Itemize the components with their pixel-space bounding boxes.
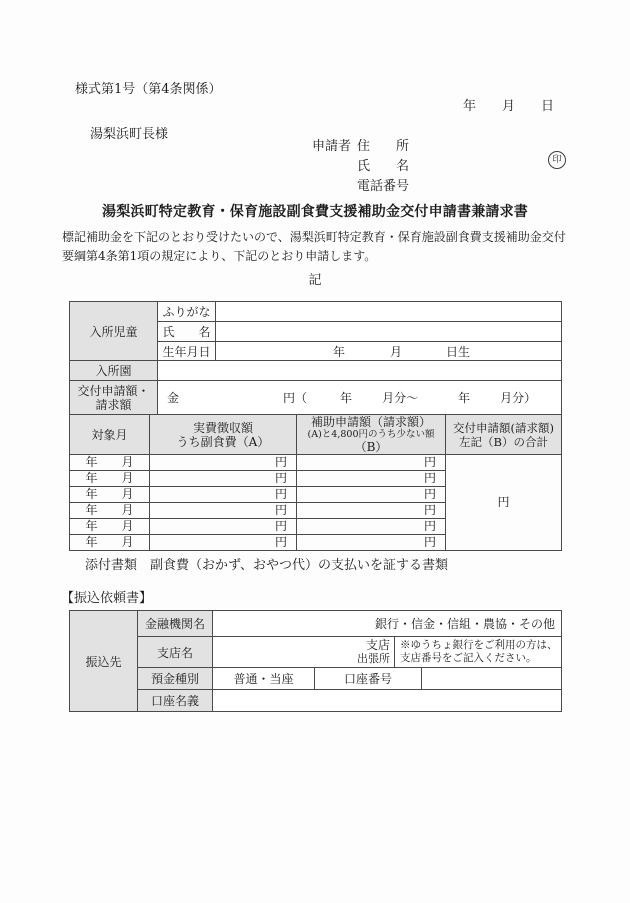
month-header-cell: 対象月 <box>70 415 150 455</box>
total-header-line2: 左記（B）の合計 <box>459 434 548 449</box>
furigana-label-cell: ふりがな <box>158 302 216 322</box>
amount-to-year: 年 <box>458 391 471 405</box>
actual-amount-cell <box>150 503 297 519</box>
subsidy-header-line1: 補助申請額（請求額） <box>311 415 432 429</box>
month-cell: 年 月 <box>70 471 150 487</box>
subsidy-amount-cell <box>297 471 446 487</box>
total-header-line1: 交付申請額(請求額) <box>453 420 555 435</box>
name-label: 氏 名 <box>357 159 410 174</box>
form-title: 湯梨浜町特定教育・保育施設副食費支援補助金交付申請書兼請求書 <box>102 204 528 220</box>
amount-from-year: 年 <box>340 391 353 405</box>
yen-label: 円 <box>275 519 288 533</box>
branch-input-cell <box>213 637 395 668</box>
addressee: 湯梨浜町長様 <box>90 127 169 142</box>
child-name-input-cell <box>216 322 562 342</box>
form-body-text: 標記補助金を下記のとおり受けたいので、湯梨浜町特定教育・保育施設副食費支援補助金交付要綱第4条第1項の規定により、下記のとおり申請します。 <box>62 230 566 263</box>
yen-label: 円 <box>275 455 288 469</box>
institution-input-cell <box>213 611 562 637</box>
child-label-cell: 入所児童 <box>70 302 158 361</box>
furigana-input-cell <box>216 302 562 322</box>
subsidy-amount-cell <box>297 519 446 535</box>
birth-input-cell <box>216 342 562 361</box>
ki-mark: 記 <box>308 273 322 288</box>
birth-year-label: 年 <box>333 344 346 359</box>
actual-amount-cell <box>150 471 297 487</box>
amount-kin-label: 金 <box>167 391 180 405</box>
deposit-type-cell: 普通・当座 <box>213 668 315 690</box>
attachment-note: 添付書類 副食費（おかず、おやつ代）の支払いを証する書類 <box>85 558 448 573</box>
yen-label: 円 <box>275 503 288 517</box>
destination-label-cell: 振込先 <box>70 611 138 712</box>
month-cell: 年 月 <box>70 455 150 471</box>
nursery-label-cell: 入所園 <box>70 361 158 381</box>
actual-amount-cell <box>150 519 297 535</box>
subsidy-amount-cell <box>297 487 446 503</box>
phone-label: 電話番号 <box>357 179 410 194</box>
actual-header-line1: 実費徴収額 <box>193 420 254 435</box>
date-line: 年 月 日 <box>463 99 555 114</box>
institution-types: 銀行・信金・信組・農協・その他 <box>375 617 556 631</box>
application-table <box>69 301 562 551</box>
subsidy-header-line3: （B） <box>354 440 388 454</box>
actual-amount-cell <box>150 487 297 503</box>
subsidy-header-cell <box>297 415 446 455</box>
branch-note-line2: 支店番号をご記入ください。 <box>400 652 537 664</box>
amount-label-cell <box>70 381 158 415</box>
amount-from-month: 月分～ <box>382 391 419 405</box>
applicant-label: 申請者 <box>312 139 352 154</box>
address-label: 住 所 <box>357 139 410 154</box>
yen-label: 円 <box>424 455 437 469</box>
yen-label: 円 <box>275 471 288 485</box>
transfer-table <box>69 610 562 712</box>
branch-note-line1: ※ゆうちょ銀行をご利用の方は、 <box>400 639 558 651</box>
institution-label-cell: 金融機関名 <box>138 611 213 637</box>
nursery-input-cell <box>158 361 562 381</box>
child-name-label-cell: 氏 名 <box>158 322 216 342</box>
month-cell: 年 月 <box>70 519 150 535</box>
actual-header-line2: うち副食費（A） <box>176 434 270 449</box>
subsidy-amount-cell <box>297 503 446 519</box>
subsidy-header-line2: (A)と4,800円のうち少ない額 <box>307 429 435 440</box>
yen-label: 円 <box>275 487 288 501</box>
month-cell: 年 月 <box>70 487 150 503</box>
birth-day-label: 日生 <box>446 344 471 359</box>
amount-yen-paren: 円（ <box>283 391 308 405</box>
account-name-input-cell <box>213 690 562 712</box>
seal-stamp-icon: 印 <box>548 151 566 169</box>
actual-amount-cell <box>150 535 297 551</box>
amount-label-line1: 交付申請額・ <box>77 383 150 398</box>
total-amount-cell: 円 <box>446 455 562 551</box>
account-name-label-cell: 口座名義 <box>138 690 213 712</box>
yen-label: 円 <box>424 503 437 517</box>
transfer-heading: 【振込依頼書】 <box>61 591 153 606</box>
account-number-input-cell <box>422 668 562 690</box>
month-cell: 年 月 <box>70 503 150 519</box>
yen-label: 円 <box>424 535 437 549</box>
account-number-label-cell: 口座番号 <box>315 668 422 690</box>
yen-label: 円 <box>275 535 288 549</box>
total-header-cell <box>446 415 562 455</box>
subsidy-amount-cell <box>297 535 446 551</box>
actual-header-cell <box>150 415 297 455</box>
birth-label-cell: 生年月日 <box>158 342 216 361</box>
monthly-row <box>70 455 562 471</box>
yen-label: 円 <box>424 519 437 533</box>
amount-to-month: 月分） <box>500 391 537 405</box>
yen-label: 円 <box>424 487 437 501</box>
branch-note-cell <box>395 637 562 668</box>
amount-label-line2: 請求額 <box>95 397 132 412</box>
branch-label-cell: 支店名 <box>138 637 213 668</box>
actual-amount-cell <box>150 455 297 471</box>
deposit-label-cell: 預金種別 <box>138 668 213 690</box>
form-number: 様式第1号（第4条関係） <box>75 82 222 97</box>
subsidy-amount-cell <box>297 455 446 471</box>
branch-suffix-line2: 出張所 <box>357 652 390 665</box>
yen-label: 円 <box>424 471 437 485</box>
branch-suffix-line1: 支店 <box>365 638 390 652</box>
birth-month-label: 月 <box>390 344 403 359</box>
month-cell: 年 月 <box>70 535 150 551</box>
amount-input-cell <box>158 381 562 415</box>
